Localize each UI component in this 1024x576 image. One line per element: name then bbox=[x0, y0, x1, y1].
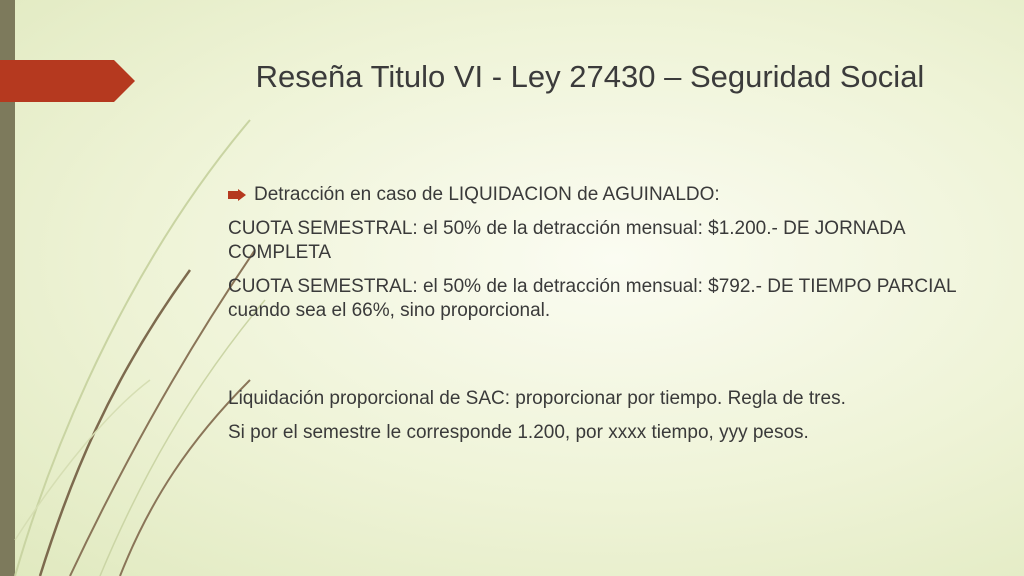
paragraph-regla-de-tres: Si por el semestre le corresponde 1.200, por xxxx tiempo, yyy pesos. bbox=[228, 422, 809, 443]
paragraph-jornada-completa: CUOTA SEMESTRAL: el 50% de la detracción mensual: $1.200.- DE JORNADA COMPLETA bbox=[228, 218, 905, 263]
title-arrow-icon bbox=[0, 60, 135, 102]
bullet-text: Detracción en caso de LIQUIDACION de AGUINALDO: bbox=[254, 184, 720, 205]
paragraph-liquidacion: Liquidación proporcional de SAC: proporcionar por tiempo. Regla de tres. bbox=[228, 388, 846, 409]
paragraph-tiempo-parcial: CUOTA SEMESTRAL: el 50% de la detracción mensual: $792.- DE TIEMPO PARCIAL cuando sea el 66%, sino proporcional. bbox=[228, 276, 956, 321]
arrow-bullet-icon bbox=[228, 189, 246, 201]
bullet-item bbox=[228, 183, 988, 207]
slide-title: Reseña Titulo VI - Ley 27430 – Seguridad Social bbox=[255, 59, 925, 94]
slide-content bbox=[228, 183, 988, 455]
spacer bbox=[228, 333, 988, 387]
